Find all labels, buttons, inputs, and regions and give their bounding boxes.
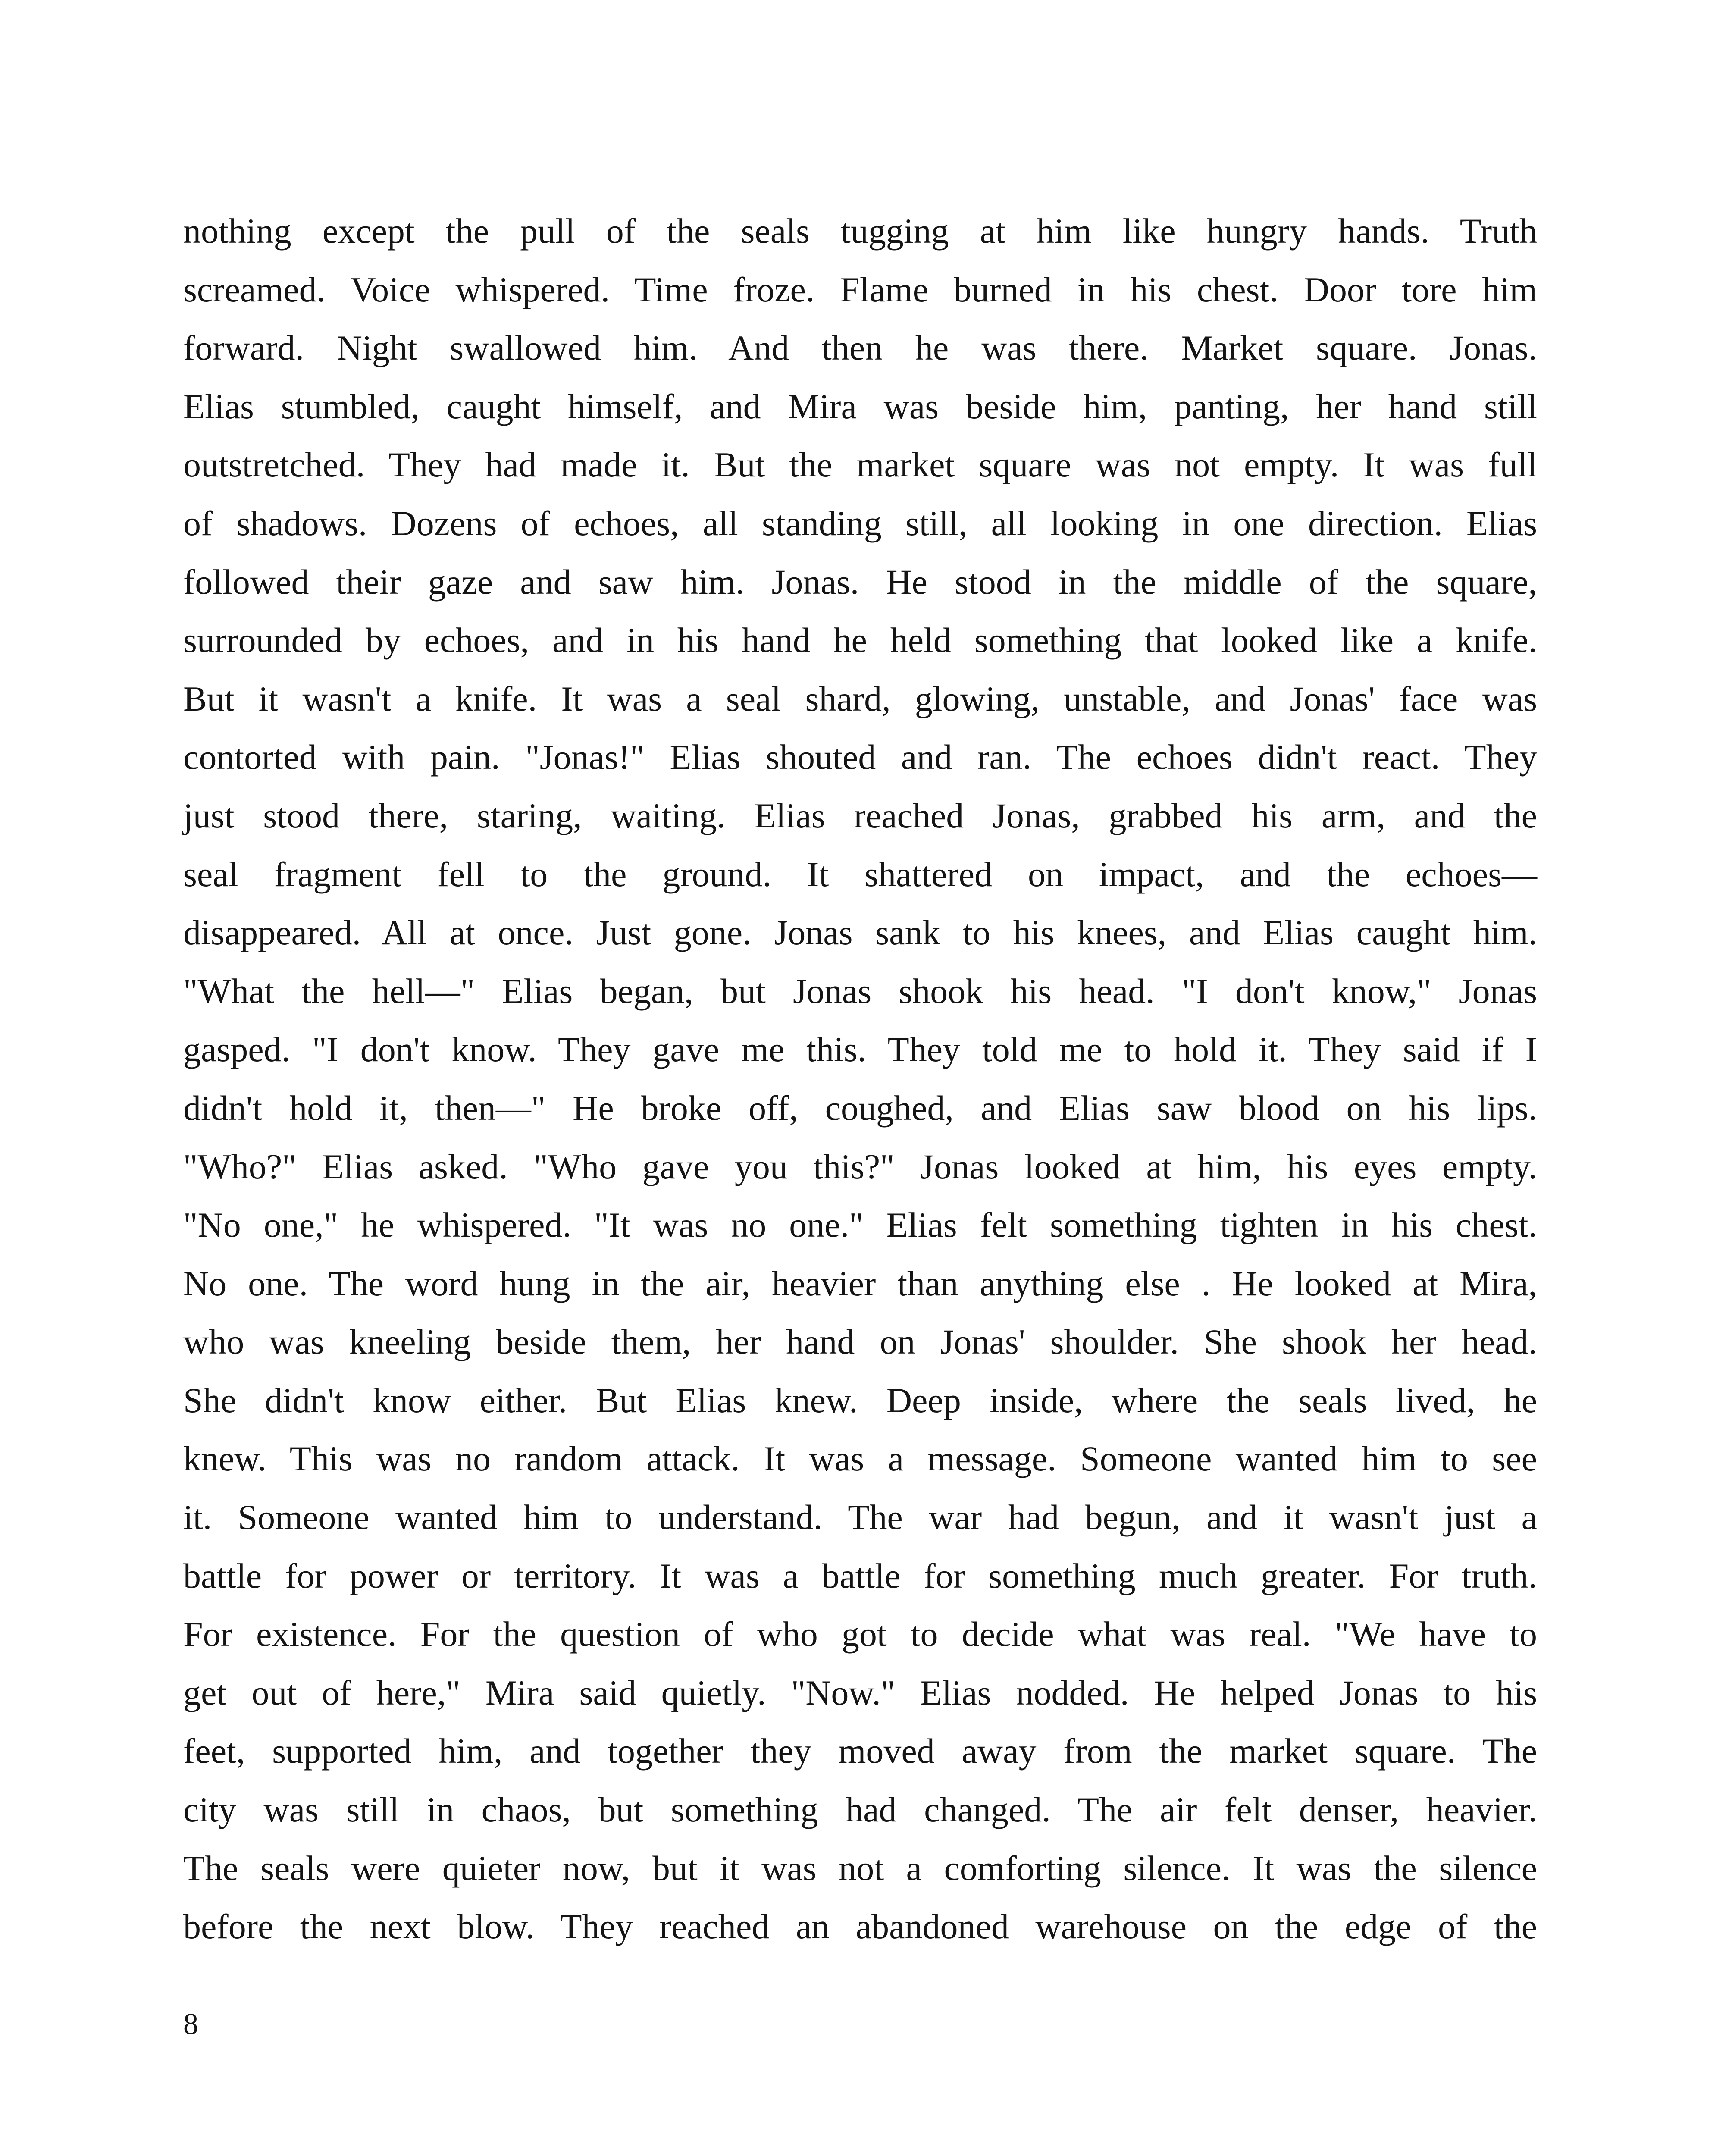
text-line: screamed. Voice whispered. Time froze. Flame burned in his chest. Door tore him <box>183 270 1537 309</box>
text-line: feet, supported him, and together they moved away from the market square. The <box>183 1731 1537 1771</box>
body-text <box>183 202 1537 1956</box>
page-number: 8 <box>183 2008 198 2041</box>
text-line: forward. Night swallowed him. And then he was there. Market square. Jonas. <box>183 328 1537 368</box>
text-line: get out of here," Mira said quietly. "Now." Elias nodded. He helped Jonas to his <box>183 1673 1537 1712</box>
text-line: For existence. For the question of who got to decide what was real. "We have to <box>183 1614 1537 1654</box>
text-line: just stood there, staring, waiting. Elias reached Jonas, grabbed his arm, and the <box>183 796 1537 835</box>
text-line: outstretched. They had made it. But the market square was not empty. It was full <box>183 445 1537 485</box>
text-line: battle for power or territory. It was a battle for something much greater. For truth. <box>183 1556 1537 1595</box>
text-line: before the next blow. They reached an abandoned warehouse on the edge of the <box>183 1907 1537 1946</box>
text-line: She didn't know either. But Elias knew. Deep inside, where the seals lived, he <box>183 1380 1537 1420</box>
text-line: gasped. "I don't know. They gave me this. They told me to hold it. They said if I <box>183 1030 1537 1069</box>
text-line: No one. The word hung in the air, heavier than anything else . He looked at Mira, <box>183 1263 1537 1303</box>
text-line: followed their gaze and saw him. Jonas. He stood in the middle of the square, <box>183 562 1537 602</box>
text-line: nothing except the pull of the seals tugging at him like hungry hands. Truth <box>183 211 1537 251</box>
text-line: contorted with pain. "Jonas!" Elias shouted and ran. The echoes didn't react. They <box>183 737 1537 777</box>
text-line: seal fragment fell to the ground. It shattered on impact, and the echoes— <box>183 854 1537 894</box>
text-line: surrounded by echoes, and in his hand he held something that looked like a knife. <box>183 620 1537 660</box>
text-line: knew. This was no random attack. It was a message. Someone wanted him to see <box>183 1439 1537 1479</box>
text-line: "What the hell—" Elias began, but Jonas shook his head. "I don't know," Jonas <box>183 971 1537 1011</box>
text-line: Elias stumbled, caught himself, and Mira was beside him, panting, her hand still <box>183 386 1537 426</box>
text-line: who was kneeling beside them, her hand on Jonas' shoulder. She shook her head. <box>183 1322 1537 1362</box>
text-line: "Who?" Elias asked. "Who gave you this?" Jonas looked at him, his eyes empty. <box>183 1147 1537 1186</box>
text-line: didn't hold it, then—" He broke off, coughed, and Elias saw blood on his lips. <box>183 1088 1537 1128</box>
text-line: city was still in chaos, but something had changed. The air felt denser, heavier. <box>183 1790 1537 1830</box>
text-line: of shadows. Dozens of echoes, all standing still, all looking in one direction. Elias <box>183 503 1537 543</box>
text-line: it. Someone wanted him to understand. The war had begun, and it wasn't just a <box>183 1498 1537 1537</box>
text-line: But it wasn't a knife. It was a seal shard, glowing, unstable, and Jonas' face was <box>183 679 1537 718</box>
text-line: The seals were quieter now, but it was not a comforting silence. It was the silence <box>183 1848 1537 1888</box>
text-line: "No one," he whispered. "It was no one." Elias felt something tighten in his chest. <box>183 1205 1537 1245</box>
text-line: disappeared. All at once. Just gone. Jonas sank to his knees, and Elias caught him. <box>183 913 1537 953</box>
